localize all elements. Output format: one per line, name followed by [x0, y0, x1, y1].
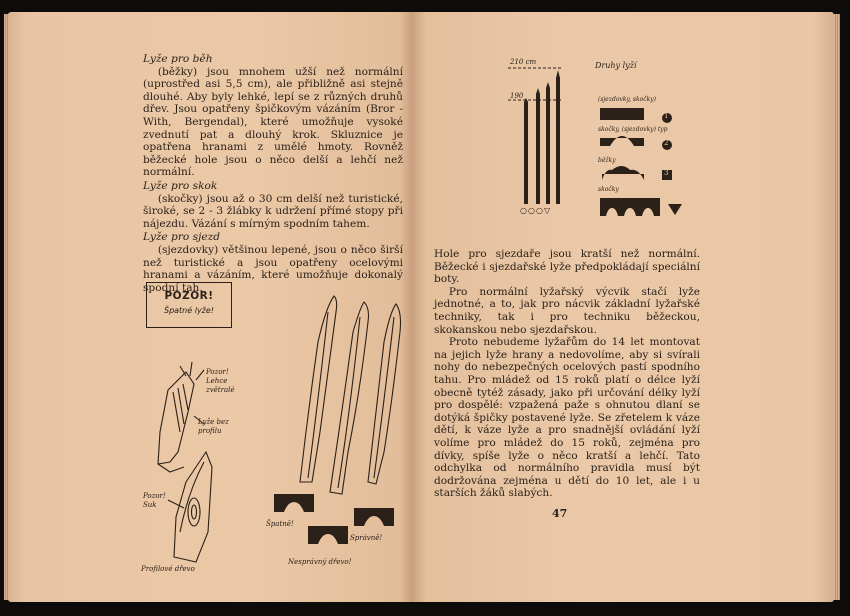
- paragraph-ski-downhill: (sjezdovky) většinou lepené, jsou o něco širší než turistické a jsou opatřeny ocelovými hranami a vázáním, které umožňuje dokonalý spodní tah.: [143, 243, 403, 294]
- figure-scale-mid: 190: [510, 92, 524, 100]
- figure-label-3: běžky: [598, 157, 616, 164]
- sketch-label-wrong: Špatně!: [266, 520, 294, 528]
- right-page: [412, 12, 834, 602]
- figure-label-2: skočky, (sjezdovky) typ: [598, 126, 668, 133]
- figure-marker-1: 1: [664, 112, 669, 120]
- heading-ski-running: Lyže pro běh: [143, 53, 213, 65]
- figure-label-1: (sjezdovky, skočky): [598, 96, 656, 103]
- warning-subtitle: Špatné lyže!: [163, 306, 214, 315]
- left-page: [8, 12, 412, 602]
- figure-bottom-symbols: ○○○▽: [520, 206, 552, 215]
- sketch-label-weathered: Pozor! Lehce zvětralé: [206, 368, 235, 394]
- sketch-label-correct: Správně!: [350, 534, 383, 542]
- right-page-text: [434, 248, 700, 500]
- right-page-edge: [834, 14, 840, 600]
- sketch-label-no-profile: Lyže bez profilu: [198, 418, 229, 435]
- sketch-label-knot: Pozor! Suk: [143, 492, 166, 509]
- page-number: 47: [552, 507, 568, 520]
- sketch-label-wrong-wood: Nesprávný dřevo!: [288, 558, 352, 566]
- paragraph-training: Pro normální lyžařský výcvik stačí lyže jednotné, a to, jak pro nácvik základní lyžařské techniky, tak i pro techniku běžeckou, skokanskou nebo sjezdařskou.: [434, 285, 700, 336]
- figure-label-4: skočky: [598, 186, 619, 193]
- figure-marker-2: 2: [664, 139, 669, 147]
- paragraph-ski-jump: (skočky) jsou až o 30 cm delší než turistické, široké, se 2 - 3 žlábky k udržení přímé stopy při nájezdu. Vázání s mírným spodním tahem.: [143, 192, 403, 230]
- bad-skis-sketch: [8, 12, 412, 602]
- figure-marker-3: 3: [664, 169, 669, 177]
- sketch-label-profile-wood: Profilové dřevo: [141, 565, 195, 573]
- heading-ski-jump: Lyže pro skok: [143, 179, 218, 192]
- paragraph-ski-running: (běžky) jsou mnohem užší než normální (uprostřed asi 5,5 cm), ale přibližně asi stejně dlouhé. Aby byly lehké, lepí se z různých druhů dřev. Jsou opatřeny špičkovým vázáním (Bror - With, Bergendal), které umožňuje vysoké zvednutí pat a dlouhý krok. Skluznice je opatřena hranami z umělé hmoty. Rovněž běžecké hole jsou o něco delší a lehčí než normální.: [143, 65, 403, 179]
- heading-ski-downhill: Lyže pro sjezd: [143, 231, 220, 244]
- figure-scale-top: 210 cm: [510, 58, 537, 66]
- paragraph-youth: Proto nebudeme lyžařům do 14 let montovat na jejich lyže hrany a nedovolíme, aby si svírali nohy do nebezpečných ocelových pastí spodního tahu. Pro mládež od 15 roků platí o délce lyží obecně tytéž zásady, jako při určování délky lyží pro dospělé: vzpažená paže s ohnutou dlaní se dotýká špičky postavené lyže. Se zřetelem k váze dětí, k váze lyže a pro snadnější ovládání lyží volíme pro mládež do 15 roků, zejména pro dívky, spíše lyže o něco kratší a lehčí. Tato odchylka od normálního pravidla musí být dodržována zejména u dětí do 10 let, ale i u starších žáků slabých.: [434, 336, 700, 500]
- figure-title: Druhy lyží: [595, 61, 637, 70]
- warning-title: POZOR!: [164, 290, 214, 302]
- paragraph-poles: Hole pro sjezdaře jsou kratší než normální. Běžecké i sjezdařské lyže předpokládají speciální boty.: [434, 248, 700, 286]
